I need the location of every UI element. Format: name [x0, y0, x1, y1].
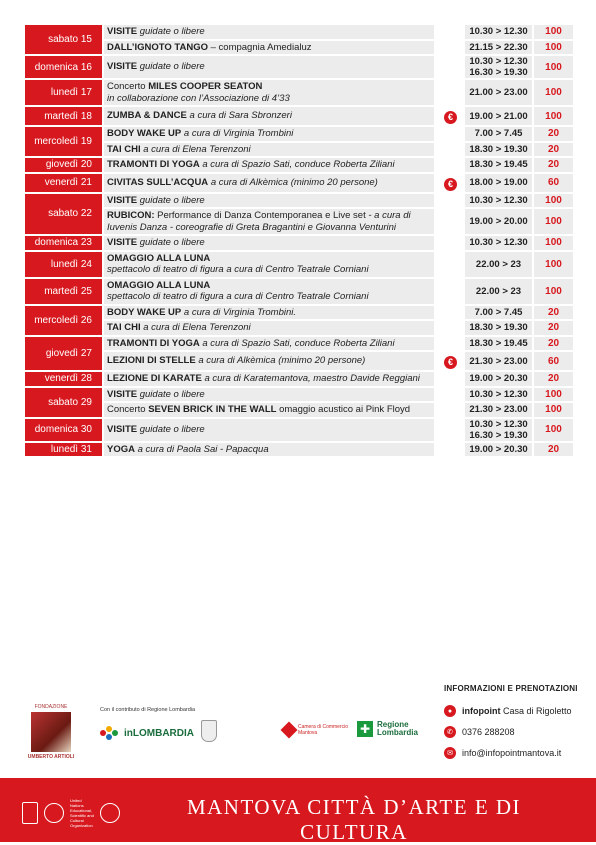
event-note: spettacolo di teatro di figura a cura di Centro Teatrale Corniani [107, 291, 369, 302]
event-description: guidate o libere [139, 423, 205, 435]
day-label: giovedì 27 [25, 336, 103, 372]
event-capacity: 20 [533, 442, 573, 458]
event-title: VISITE [107, 194, 138, 206]
table-row [25, 142, 573, 158]
event-capacity: 100 [533, 278, 573, 305]
event-capacity: 20 [533, 126, 573, 142]
world-heritage-icon [100, 803, 120, 823]
fee-cell [435, 402, 465, 418]
day-label: martedì 25 [25, 278, 103, 305]
event-note: in collaborazione con l’Associazione di 4’33 [107, 92, 290, 104]
event-title: BODY WAKE UP [107, 128, 182, 139]
fee-cell [435, 142, 465, 158]
fee-cell [435, 336, 465, 352]
event-subtitle: omaggio acustico ai Pink Floyd [276, 404, 411, 415]
event-description: guidate o libere [139, 26, 205, 37]
day-label: domenica 23 [25, 235, 103, 251]
event-title: ZUMBA & DANCE [107, 110, 187, 122]
event-title: DALL’IGNOTO TANGO [107, 41, 208, 53]
event-time: 19.00 > 20.00 [465, 208, 533, 235]
event-title: LEZIONI DI STELLE [107, 355, 196, 367]
fee-cell [435, 193, 465, 209]
email-address[interactable]: info@infopointmantova.it [462, 748, 562, 758]
event-time: 19.00 > 20.30 [465, 371, 533, 387]
unesco-temple-icon [44, 803, 64, 823]
table-row [25, 173, 573, 193]
inlombardia-logo [98, 724, 194, 742]
event-title: VISITE [107, 237, 138, 248]
camera-commercio-mark-icon [281, 722, 298, 739]
event-capacity: 20 [533, 336, 573, 352]
infopoint-place: Casa di Rigoletto [500, 706, 572, 716]
event-time: 18.30 > 19.30 [465, 142, 533, 158]
event-title: BODY WAKE UP [107, 306, 182, 318]
event-title: CIVITAS SULL’ACQUA [107, 176, 209, 188]
event-title: YOGA [107, 443, 135, 455]
event-description: guidate o libere [139, 237, 205, 248]
event-time: 10.30 > 12.30 16.30 > 19.30 [465, 418, 533, 442]
event-title: SEVEN BRICK IN THE WALL [148, 404, 277, 415]
info-title: INFORMAZIONI E PRENOTAZIONI [444, 684, 578, 693]
event-description: - a cura di Iuvenis Danza - coreografie di Greta Bragantini e Giovanna Venturini [107, 210, 411, 233]
fee-cell [435, 387, 465, 403]
event-capacity: 20 [533, 142, 573, 158]
day-label: lunedì 17 [25, 79, 103, 106]
event-cell [103, 336, 435, 352]
day-label: lunedì 31 [25, 442, 103, 458]
day-label: sabato 22 [25, 193, 103, 236]
fee-cell [435, 251, 465, 278]
event-capacity: 100 [533, 208, 573, 235]
table-row [25, 278, 573, 305]
event-cell [103, 55, 435, 79]
mail-icon: ✉ [444, 747, 456, 759]
table-row [25, 193, 573, 209]
event-description: a cura di Sara Sbronzeri [189, 110, 292, 122]
event-capacity: 60 [533, 351, 573, 371]
event-subtitle: Performance di Danza Contemporanea e Live set [154, 210, 366, 221]
phone-number[interactable]: 0376 288208 [462, 727, 515, 737]
schedule-table [25, 25, 573, 458]
inlombardia-text: inLOMBARDIA [124, 727, 194, 739]
table-row [25, 251, 573, 278]
event-capacity: 60 [533, 173, 573, 193]
event-cell [103, 193, 435, 209]
event-description: a cura di Virginia Trombini [183, 128, 294, 139]
event-time: 21.00 > 23.00 [465, 79, 533, 106]
event-capacity: 20 [533, 305, 573, 321]
table-row [25, 336, 573, 352]
event-time: 19.00 > 20.30 [465, 442, 533, 458]
event-cell [103, 305, 435, 321]
fee-cell [435, 173, 465, 193]
foundation-top-text: FONDAZIONE [34, 704, 68, 710]
fee-cell [435, 351, 465, 371]
table-row [25, 442, 573, 458]
euro-icon: € [444, 178, 457, 191]
event-title: LEZIONE DI KARATE [107, 373, 202, 384]
inlombardia-mark-icon [98, 724, 120, 742]
day-label: giovedì 20 [25, 157, 103, 173]
event-title: TAI CHI [107, 143, 141, 155]
table-row [25, 402, 573, 418]
event-cell [103, 40, 435, 56]
camera-commercio-text: Camera di Commercio Mantova [298, 724, 349, 736]
event-time: 10.30 > 12.30 [465, 387, 533, 403]
fee-cell [435, 371, 465, 387]
phone-icon: ✆ [444, 726, 456, 738]
day-label: sabato 15 [25, 25, 103, 55]
fee-cell [435, 278, 465, 305]
event-title: VISITE [107, 423, 138, 435]
day-label: venerdì 21 [25, 173, 103, 193]
event-time: 7.00 > 7.45 [465, 305, 533, 321]
event-title: MILES COOPER SEATON [148, 81, 263, 92]
table-row [25, 106, 573, 126]
event-capacity: 100 [533, 106, 573, 126]
event-capacity: 100 [533, 193, 573, 209]
fee-cell [435, 157, 465, 173]
day-label: mercoledì 19 [25, 126, 103, 157]
table-row [25, 235, 573, 251]
regione-lombardia-logo [357, 721, 418, 737]
fee-cell [435, 305, 465, 321]
unesco-text: United Nations Educational, Scientific and Cultural Organization [70, 798, 94, 828]
city-crest-icon [201, 720, 217, 742]
event-description: a cura di Karatemantova, maestro Davide Reggiani [204, 373, 420, 384]
event-cell [103, 25, 435, 40]
fee-cell [435, 320, 465, 336]
table-row [25, 25, 573, 40]
day-label: martedì 18 [25, 106, 103, 126]
event-cell [103, 402, 435, 418]
event-title: TRAMONTI DI YOGA [107, 337, 200, 349]
event-time: 19.00 > 21.00 [465, 106, 533, 126]
table-row [25, 418, 573, 442]
event-title: VISITE [107, 61, 138, 73]
event-time: 21.30 > 23.00 [465, 402, 533, 418]
fee-cell [435, 106, 465, 126]
event-time: 18.30 > 19.30 [465, 320, 533, 336]
event-cell [103, 371, 435, 387]
event-description: a cura di Virginia Trombini. [183, 306, 297, 318]
phone-row [444, 726, 515, 738]
event-description: guidate o libere [139, 61, 205, 73]
event-description: a cura di Elena Terenzoni [143, 143, 251, 155]
event-title: TRAMONTI DI YOGA [107, 159, 200, 170]
event-cell [103, 79, 435, 106]
event-title: VISITE [107, 388, 138, 400]
event-title: TAI CHI [107, 322, 141, 333]
event-time: 18.00 > 19.00 [465, 173, 533, 193]
infopoint-row [444, 705, 572, 717]
table-row [25, 387, 573, 403]
event-description: a cura di Paola Sai - Papacqua [137, 443, 269, 455]
foundation-bottom-text: UMBERTO ARTIOLI [27, 754, 75, 760]
event-cell [103, 278, 435, 305]
event-cell [103, 126, 435, 142]
fee-cell [435, 79, 465, 106]
event-cell [103, 251, 435, 278]
event-capacity: 100 [533, 418, 573, 442]
event-cell [103, 173, 435, 193]
event-cell [103, 208, 435, 235]
event-description: guidate o libere [139, 194, 205, 206]
event-time: 21.15 > 22.30 [465, 40, 533, 56]
event-capacity: 100 [533, 40, 573, 56]
event-cell [103, 106, 435, 126]
event-title: OMAGGIO ALLA LUNA [107, 279, 211, 291]
fee-cell [435, 442, 465, 458]
infopoint-label: infopoint [462, 706, 501, 716]
fee-cell [435, 40, 465, 56]
fee-cell [435, 208, 465, 235]
event-capacity: 100 [533, 235, 573, 251]
regione-cross-icon: ✚ [357, 721, 373, 737]
event-prefix: Concerto [107, 404, 149, 415]
table-row [25, 320, 573, 336]
camera-commercio-logo [283, 724, 348, 736]
event-title: VISITE [107, 26, 138, 37]
event-cell [103, 320, 435, 336]
foundation-logo [25, 704, 77, 764]
fee-cell [435, 235, 465, 251]
event-time: 18.30 > 19.45 [465, 336, 533, 352]
regione-text: Regione Lombardia [377, 720, 418, 737]
table-row [25, 208, 573, 235]
event-cell [103, 442, 435, 458]
event-capacity: 20 [533, 157, 573, 173]
event-capacity: 100 [533, 25, 573, 40]
contribution-note: Con il contributo di Regione Lombardia [100, 707, 196, 713]
table-row [25, 55, 573, 79]
email-row [444, 747, 561, 759]
footer-title: MANTOVA CITTÀ D’ARTE E DI CULTURA [186, 795, 522, 844]
day-label: lunedì 24 [25, 251, 103, 278]
event-cell [103, 142, 435, 158]
table-row [25, 305, 573, 321]
event-description: guidate o libere [139, 388, 205, 400]
event-cell [103, 235, 435, 251]
event-description: a cura di Elena Terenzoni [143, 322, 251, 333]
event-cell [103, 387, 435, 403]
event-capacity: 100 [533, 55, 573, 79]
event-description: a cura di Alkèmica (minimo 20 persone) [198, 355, 366, 367]
day-label: venerdì 28 [25, 371, 103, 387]
event-description: a cura di Spazio Sati, conduce Roberta Ziliani [202, 337, 395, 349]
event-capacity: 100 [533, 387, 573, 403]
mantova-crest-icon [22, 802, 38, 824]
foundation-emblem [31, 712, 71, 752]
event-time: 22.00 > 23 [465, 278, 533, 305]
fee-cell [435, 55, 465, 79]
table-row [25, 79, 573, 106]
table-row [25, 126, 573, 142]
event-cell [103, 351, 435, 371]
table-row [25, 40, 573, 56]
event-title: RUBICON: [107, 210, 155, 221]
event-time: 10.30 > 12.30 [465, 193, 533, 209]
table-row [25, 157, 573, 173]
euro-icon: € [444, 356, 457, 369]
event-time: 7.00 > 7.45 [465, 126, 533, 142]
day-label: sabato 29 [25, 387, 103, 418]
fee-cell [435, 126, 465, 142]
location-pin-icon: ● [444, 705, 456, 717]
table-row [25, 371, 573, 387]
fee-cell [435, 25, 465, 40]
table-row [25, 351, 573, 371]
event-cell [103, 418, 435, 442]
event-time: 18.30 > 19.45 [465, 157, 533, 173]
event-note: spettacolo di teatro di figura a cura di Centro Teatrale Corniani [107, 264, 369, 275]
day-label: domenica 30 [25, 418, 103, 442]
event-time: 10.30 > 12.30 [465, 25, 533, 40]
event-capacity: 100 [533, 402, 573, 418]
event-time: 21.30 > 23.00 [465, 351, 533, 371]
event-cell [103, 157, 435, 173]
event-description: a cura di Spazio Sati, conduce Roberta Ziliani [202, 159, 395, 170]
day-label: mercoledì 26 [25, 305, 103, 336]
event-prefix: Concerto [107, 81, 149, 92]
fee-cell [435, 418, 465, 442]
event-subtitle: – compagnia Amedialuz [207, 41, 312, 53]
footer-logos [22, 798, 120, 828]
event-description: a cura di Alkèmica (minimo 20 persone) [210, 176, 378, 188]
event-capacity: 20 [533, 371, 573, 387]
event-time: 22.00 > 23 [465, 251, 533, 278]
event-capacity: 100 [533, 251, 573, 278]
event-title: OMAGGIO ALLA LUNA [107, 252, 211, 264]
event-time: 10.30 > 12.30 [465, 235, 533, 251]
event-time: 10.30 > 12.30 16.30 > 19.30 [465, 55, 533, 79]
event-capacity: 100 [533, 79, 573, 106]
day-label: domenica 16 [25, 55, 103, 79]
euro-icon: € [444, 111, 457, 124]
event-capacity: 20 [533, 320, 573, 336]
